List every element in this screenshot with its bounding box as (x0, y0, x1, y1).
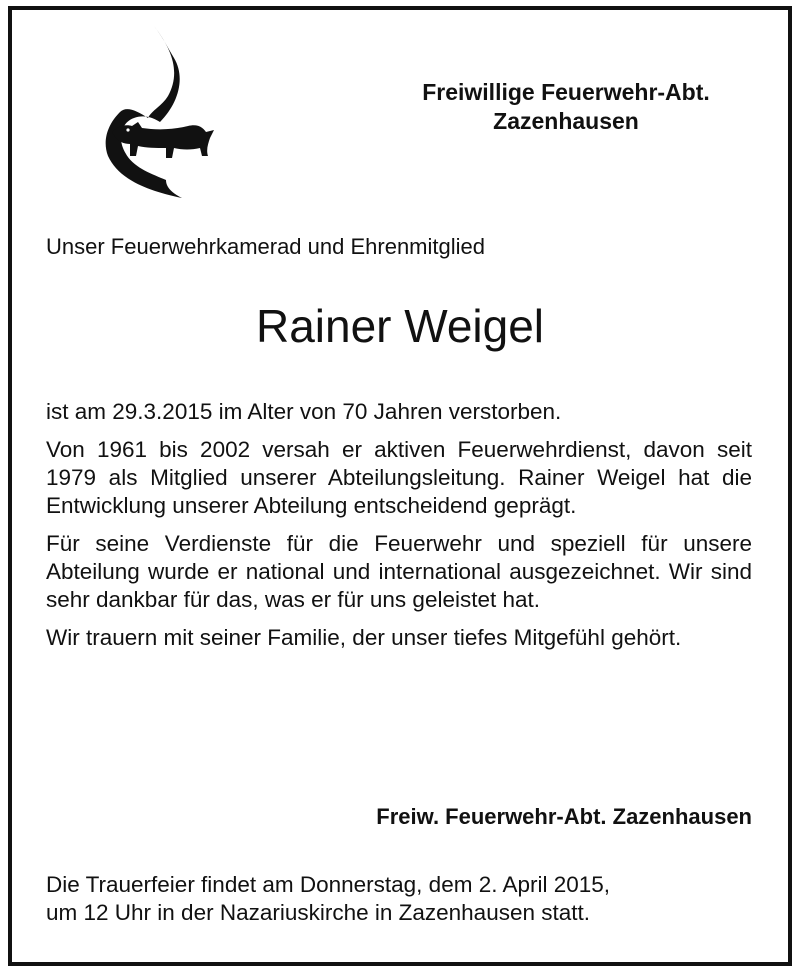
flame-shape (106, 26, 182, 198)
condolence-paragraph: Wir trauern mit seiner Familie, der unser tiefes Mitgefühl gehört. (46, 625, 682, 650)
flame-lion-logo-icon (82, 22, 232, 200)
funeral-info (46, 871, 752, 927)
death-statement: ist am 29.3.2015 im Alter von 70 Jahren verstorben. (46, 399, 562, 424)
merit-paragraph: Für seine Verdienste für die Feuerwehr und speziell für unsere Abteilung wurde er national und international ausgezeichnet. Wir sind sehr dankbar für das, was er für uns geleistet hat. (46, 531, 752, 612)
service-paragraph: Von 1961 bis 2002 versah er aktiven Feuerwehrdienst, davon seit 1979 als Mitglied unserer Abteilungsleitung. Rainer Weigel hat die Entwicklung unserer Abteilung entscheidend geprägt. (46, 437, 752, 518)
organization-location: Zazenhausen (493, 108, 639, 134)
lion-shape (112, 122, 214, 158)
organization-name: Freiwillige Feuerwehr-Abt. (422, 79, 710, 105)
organization-header (366, 78, 766, 136)
funeral-info-line: Die Trauerfeier findet am Donnerstag, dem 2. April 2015, (46, 872, 611, 897)
obituary-body (46, 398, 752, 662)
intro-line: Unser Feuerwehrkamerad und Ehrenmitglied (46, 234, 485, 259)
deceased-name: Rainer Weigel (255, 300, 545, 352)
funeral-info-line: um 12 Uhr in der Nazariuskirche in Zazenhausen statt. (46, 900, 591, 925)
signature: Freiw. Feuerwehr-Abt. Zazenhausen (376, 804, 752, 829)
